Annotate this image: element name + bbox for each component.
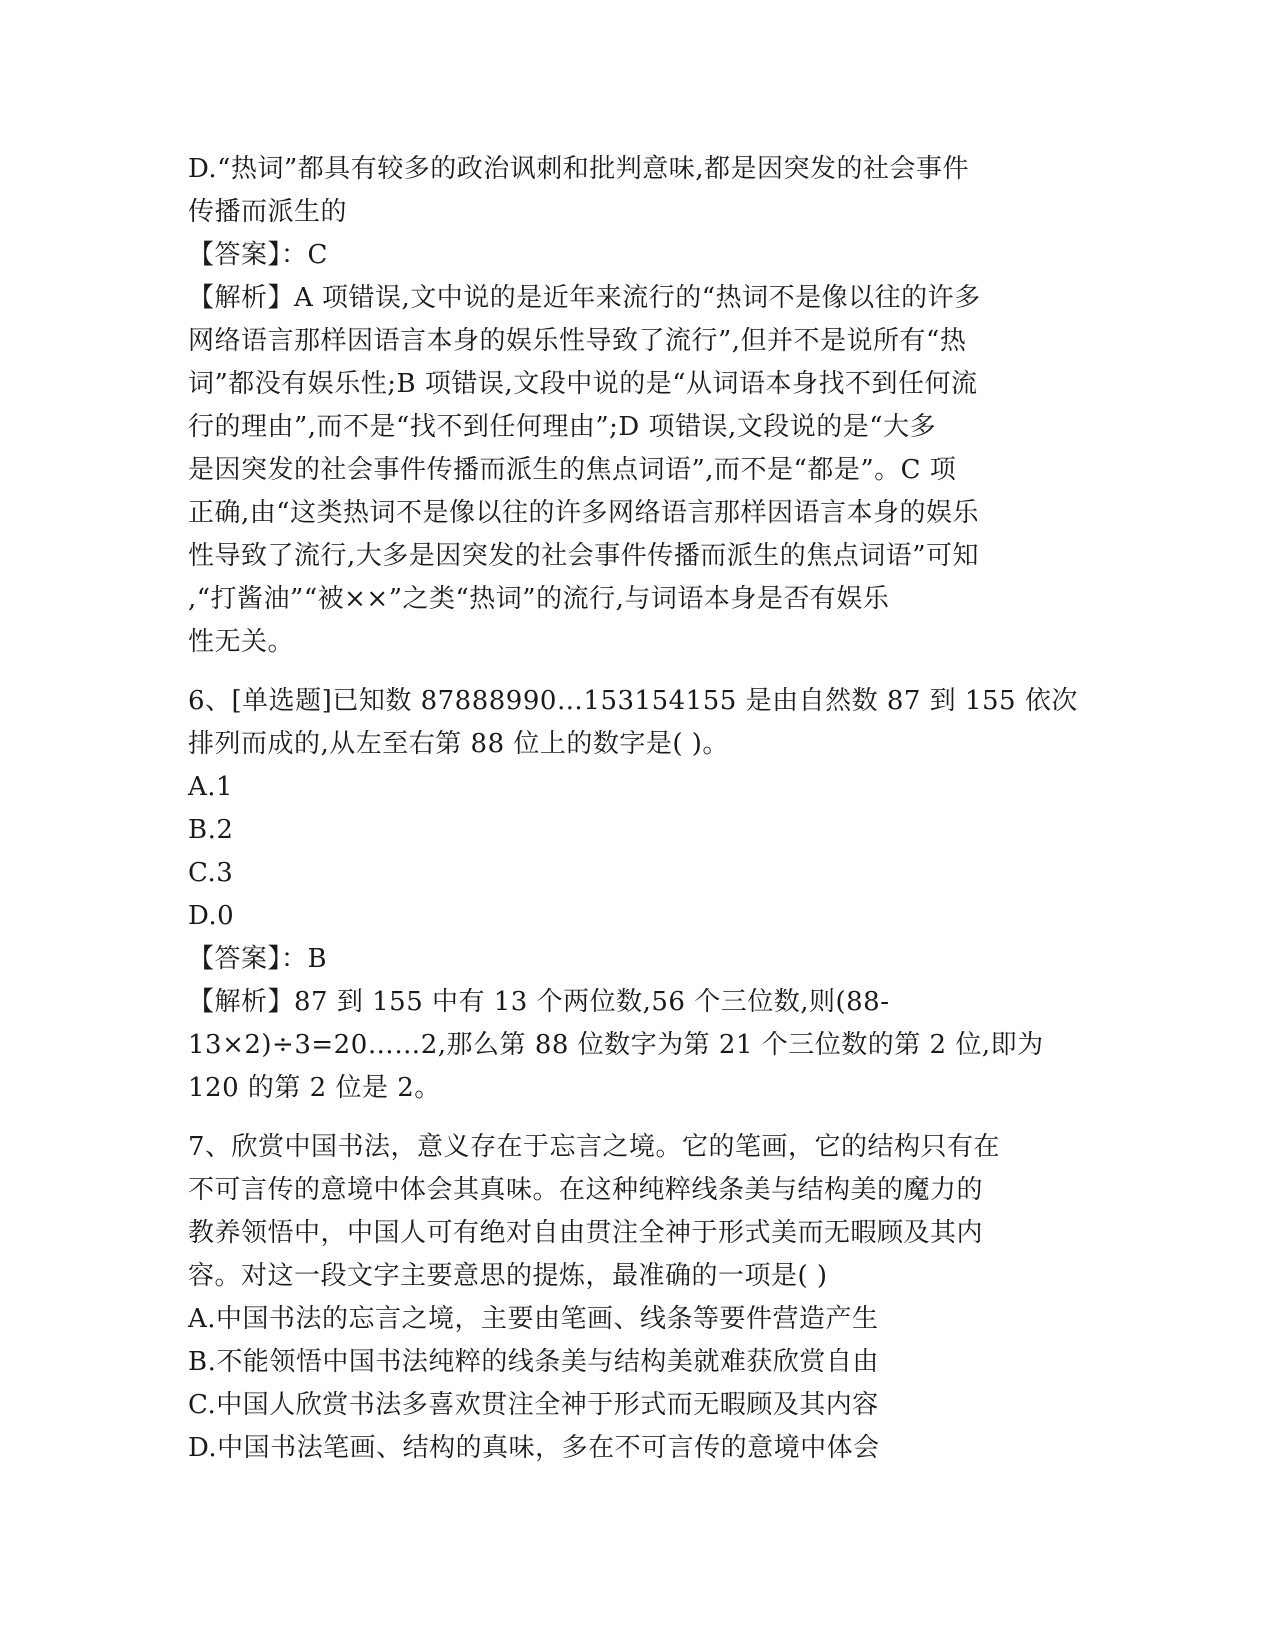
question-7	[188, 1126, 1088, 1470]
question-stem-line: 排列而成的,从左至右第 88 位上的数字是( )。	[188, 729, 729, 759]
option-c: C.中国人欣赏书法多喜欢贯注全神于形式而无暇顾及其内容	[188, 1390, 879, 1420]
document-page	[188, 148, 1088, 1470]
analysis-block	[188, 277, 1088, 664]
analysis-line: ,“打酱油”“被××”之类“热词”的流行,与词语本身是否有娱乐	[188, 584, 890, 614]
analysis-line: 正确,由“这类热词不是像以往的许多网络语言那样因语言本身的娱乐	[188, 498, 980, 528]
analysis-line: 网络语言那样因语言本身的娱乐性导致了流行”,但并不是说所有“热	[188, 326, 967, 356]
option-a: A.中国书法的忘言之境，主要由笔画、线条等要件营造产生	[188, 1304, 879, 1334]
analysis-line: 词”都没有娱乐性;B 项错误,文段中说的是“从词语本身找不到任何流	[188, 369, 978, 399]
option-d-line-2: 传播而派生的	[188, 197, 348, 227]
analysis-line: 120 的第 2 位是 2。	[188, 1073, 441, 1103]
option-d: D.中国书法笔画、结构的真味，多在不可言传的意境中体会	[188, 1433, 880, 1463]
option-c: C.3	[188, 858, 234, 888]
option-b: B.2	[188, 815, 234, 845]
option-b: B.不能领悟中国书法纯粹的线条美与结构美就难获欣赏自由	[188, 1347, 879, 1377]
question-5-tail	[188, 148, 1088, 664]
question-stem-line: 不可言传的意境中体会其真味。在这种纯粹线条美与结构美的魔力的	[188, 1175, 984, 1205]
analysis-line: 13×2)÷3=20……2,那么第 88 位数字为第 21 个三位数的第 2 位,即为	[188, 1030, 1044, 1060]
question-stem-line: 容。对这一段文字主要意思的提炼，最准确的一项是( )	[188, 1261, 828, 1291]
option-d: D.0	[188, 901, 235, 931]
answer-label: 【答案】：C	[188, 240, 328, 270]
analysis-line: 是因突发的社会事件传播而派生的焦点词语”,而不是“都是”。C 项	[188, 455, 957, 485]
answer-label: 【答案】：B	[188, 944, 328, 974]
question-stem-line: 7、欣赏中国书法，意义存在于忘言之境。它的笔画，它的结构只有在	[188, 1132, 1001, 1162]
analysis-line: 【解析】87 到 155 中有 13 个两位数,56 个三位数,则(88-	[188, 987, 890, 1017]
option-a: A.1	[188, 772, 234, 802]
analysis-line: 行的理由”,而不是“找不到任何理由”;D 项错误,文段说的是“大多	[188, 412, 937, 442]
question-stem-line: 教养领悟中，中国人可有绝对自由贯注全神于形式美而无暇顾及其内	[188, 1218, 984, 1248]
question-6	[188, 680, 1088, 1110]
analysis-line: 性无关。	[188, 627, 295, 657]
analysis-line: 【解析】A 项错误,文中说的是近年来流行的“热词不是像以往的许多	[188, 283, 981, 313]
question-stem-line: 6、[单选题]已知数 87888990…153154155 是由自然数 87 到 155 依次	[188, 686, 1078, 716]
analysis-line: 性导致了流行,大多是因突发的社会事件传播而派生的焦点词语”可知	[188, 541, 980, 571]
option-d-line-1: D.“热词”都具有较多的政治讽刺和批判意味,都是因突发的社会事件	[188, 154, 970, 184]
